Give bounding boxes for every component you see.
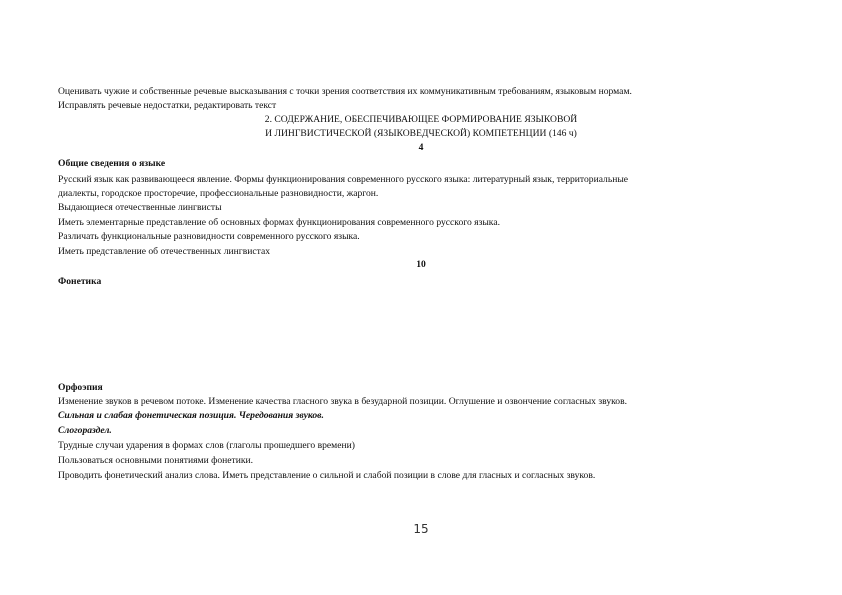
text-line: Различать функциональные разновидности современного русского языка. [58, 231, 360, 242]
text-line: Выдающиеся отечественные лингвисты [58, 202, 222, 213]
text-line: Исправлять речевые недостатки, редактировать текст [58, 100, 277, 111]
text-line: Пользоваться основными понятиями фонетики. [58, 455, 254, 466]
hours-count: 10 [416, 259, 426, 270]
text-line: Изменение звуков в речевом потоке. Изменение качества гласного звука в безударной позиции. Оглушение и озвончение согласных звуков. [58, 396, 628, 407]
text-line: Проводить фонетический анализ слова. Иметь представление о сильной и слабой позиции в слове для гласных и согласных звуков. [58, 470, 596, 481]
heading-general-info: Общие сведения о языке [58, 158, 166, 169]
heading-phonetics: Фонетика [58, 276, 102, 287]
page-number: 15 [413, 522, 429, 536]
text-line: Трудные случаи ударения в формах слов (глаголы прошедшего времени) [58, 440, 355, 451]
text-line: Оценивать чужие и собственные речевые высказывания с точки зрения соответствия их коммуникативным требованиям, языковым нормам. [58, 86, 632, 97]
text-line: Русский язык как развивающееся явление. Формы функционирования современного русского языка: литературный язык, территориальные [58, 174, 629, 185]
section-title: 2. СОДЕРЖАНИЕ, ОБЕСПЕЧИВАЮЩЕЕ ФОРМИРОВАНИЕ ЯЗЫКОВОЙ [264, 114, 578, 125]
text-line-emphasis: Сильная и слабая фонетическая позиция. Чередования звуков. [58, 410, 324, 421]
text-line: Иметь представление об отечественных лингвистах [58, 246, 271, 257]
text-line-emphasis: Слогораздел. [58, 425, 112, 436]
section-title: И ЛИНГВИСТИЧЕСКОЙ (ЯЗЫКОВЕДЧЕСКОЙ) КОМПЕТЕНЦИИ (146 ч) [265, 128, 577, 139]
hours-count: 4 [418, 142, 424, 153]
text-line: диалекты, городское просторечие, профессиональные разновидности, жаргон. [58, 188, 379, 199]
heading-orthoepy: Орфоэпия [58, 382, 103, 393]
text-line: Иметь элементарные представление об основных формах функционирования современного русского языка. [58, 217, 500, 228]
